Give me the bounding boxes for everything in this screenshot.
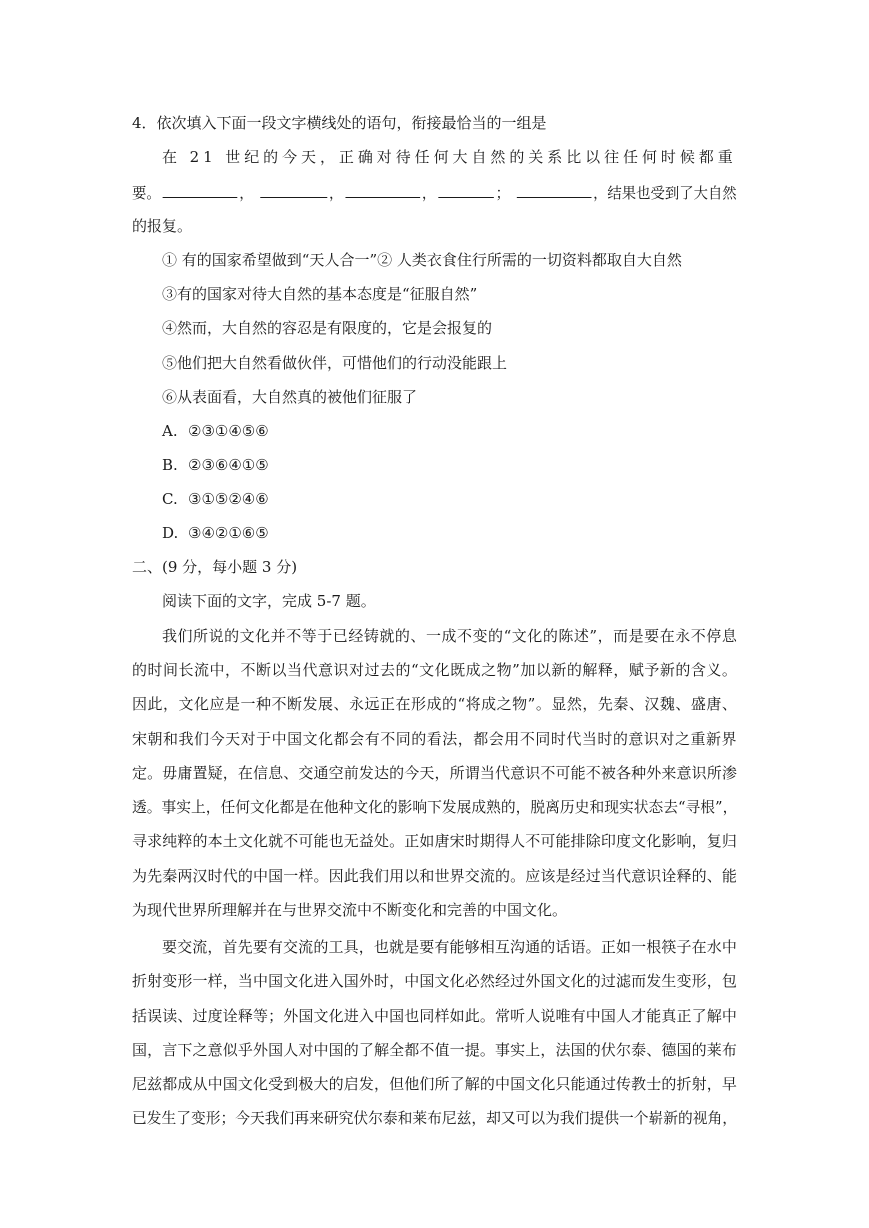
fill-blank-5[interactable] — [516, 182, 591, 198]
passage-line-2-start: 要。 — [132, 184, 161, 202]
answer-option-d[interactable] — [162, 523, 269, 543]
statement-item: ⑥从表面看，大自然真的被他们征服了 — [162, 388, 418, 406]
paragraph-1-line: 为先秦两汉时代的中国一样。因此我们用以和世界交流的。应该是经过当代意识诠释的、能 — [132, 867, 738, 885]
fill-blank-2[interactable] — [260, 182, 327, 198]
paragraph-2-line: 国，言下之意似乎外国人对中国的了解全都不值一提。事实上，法国的伏尔泰、德国的莱布 — [132, 1041, 738, 1059]
statement-item: ⑤他们把大自然看做伙伴，可惜他们的行动没能跟上 — [162, 354, 508, 372]
section-2-instruction: 阅读下面的文字，完成 5-7 题。 — [162, 592, 376, 610]
paragraph-1-line: 透。事实上，任何文化都是在他种文化的影响下发展成熟的，脱离历史和现实状态去“寻根”， — [132, 798, 738, 816]
option-text: ②③①④⑤⑥ — [188, 422, 269, 440]
answer-option-c[interactable] — [162, 489, 269, 509]
paragraph-1-line: 寻求纯粹的本土文化就不可能也无益处。正如唐宋时期得人不可能排除印度文化影响，复归 — [132, 832, 738, 850]
passage-line-2-end: ，结果也受到了大自然 — [593, 184, 737, 202]
paragraph-2-line: 尼兹都成从中国文化受到极大的启发，但他们所了解的中国文化只能通过传教士的折射，早 — [132, 1075, 738, 1093]
passage-line-3: 的报复。 — [132, 217, 193, 235]
paragraph-1-line: 因此，文化应是一种不断发展、永远正在形成的“将成之物”。显然，先秦、汉魏、盛唐、 — [132, 695, 738, 713]
option-letter: A. — [162, 422, 178, 440]
option-letter: B. — [162, 456, 178, 474]
paragraph-1-line: 宋朝和我们今天对于中国文化都会有不同的看法，都会用不同时代当时的意识对之重新界 — [132, 730, 738, 748]
paragraph-2-line: 要交流，首先要有交流的工具，也就是要有能够相互沟通的话语。正如一根筷子在水中 — [162, 938, 738, 956]
section-2-heading: 二、(9 分，每小题 3 分) — [132, 558, 298, 576]
answer-option-b[interactable] — [162, 455, 269, 475]
passage-line-2 — [132, 182, 737, 203]
answer-option-a[interactable] — [162, 421, 269, 441]
option-text: ③①⑤②④⑥ — [188, 490, 269, 508]
question-4-stem: 4．依次填入下面一段文字横线处的语句，衔接最恰当的一组是 — [132, 114, 547, 132]
paragraph-1-line: 我们所说的文化并不等于已经铸就的、一成不变的“文化的陈述”，而是要在永不停息 — [162, 627, 738, 645]
fill-blank-3[interactable] — [345, 182, 420, 198]
blank-separator: ， — [329, 184, 344, 202]
fill-blank-1[interactable] — [163, 182, 238, 198]
paragraph-1-line: 定。毋庸置疑，在信息、交通空前发达的今天，所谓当代意识不可能不被各种外来意识所渗 — [132, 764, 738, 782]
passage-line-1: 在 21 世纪的今天，正确对待任何大自然的关系比以往任何时候都重 — [162, 148, 737, 166]
option-text: ②③⑥④①⑤ — [188, 456, 269, 474]
statement-item: ③有的国家对待大自然的基本态度是“征服自然” — [162, 285, 478, 303]
statement-item: ④然而，大自然的容忍是有限度的，它是会报复的 — [162, 319, 493, 337]
paragraph-1-line: 为现代世界所理解并在与世界交流中不断变化和完善的中国文化。 — [132, 901, 568, 919]
paragraph-2-line: 折射变形一样，当中国文化进入国外时，中国文化必然经过外国文化的过滤而发生变形，包 — [132, 972, 738, 990]
blank-separator: ； — [495, 184, 510, 202]
option-letter: C. — [162, 490, 178, 508]
blank-separator: ， — [421, 184, 437, 202]
blank-separator: ， — [239, 184, 254, 202]
paragraph-2-line: 括误读、过度诠释等；外国文化进入中国也同样如此。常听人说唯有中国人才能真正了解中 — [132, 1007, 738, 1025]
statement-item: ① 有的国家希望做到“天人合一”② 人类衣食住行所需的一切资料都取自大自然 — [162, 251, 682, 269]
option-letter: D. — [162, 524, 179, 542]
paragraph-2-line: 已发生了变形；今天我们再来研究伏尔泰和莱布尼兹，却又可以为我们提供一个崭新的视角， — [132, 1109, 738, 1127]
option-text: ③④②①⑥⑤ — [188, 524, 269, 542]
fill-blank-4[interactable] — [438, 182, 494, 198]
paragraph-1-line: 的时间长流中，不断以当代意识对过去的“文化既成之物”加以新的解释，赋予新的含义。 — [132, 661, 738, 679]
